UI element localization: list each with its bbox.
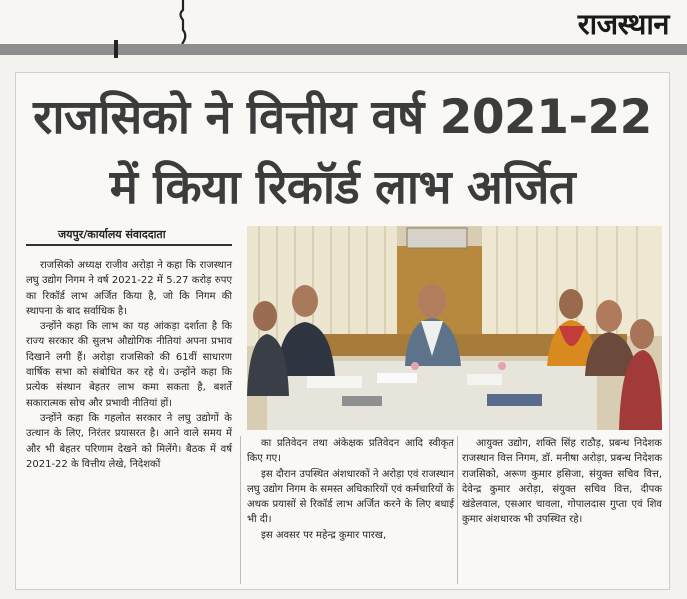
column-divider: [240, 436, 241, 584]
paragraph: उन्होंने कहा कि लाभ का यह आंकड़ा दर्शाता है कि राज्य सरकार की सुलभ औद्योगिक नीतियां अपना प्रभाव दिखाने लगी हैं। अरोड़ा राजसिको की 61वीं साधारण वार्षिक सभा को संबोधित कर रहे थे। उन्होंने कहा कि प्रत्येक संस्थान बेहतर लाभ कमा सकता है, बशर्ते सकारात्मक सोच और प्रभावी नीतियां हों।: [26, 321, 232, 409]
paragraph: इस दौरान उपस्थित अंशधारकों ने अरोड़ा एवं राजस्थान लघु उद्योग निगम के समस्त अधिकारियों एवं कर्मचारियों के अथक प्रयासों से रिकॉर्ड लाभ अर्जित करने के लिए बधाई भी दी।: [247, 468, 454, 526]
paragraph: इस अवसर पर महेन्द्र कुमार पारख,: [261, 529, 387, 541]
meeting-photo-illustration: [247, 226, 662, 430]
section-label: राजस्थान: [577, 7, 669, 41]
paragraph: राजसिको अध्यक्ष राजीव अरोड़ा ने कहा कि राजस्थान लघु उद्योग निगम ने वर्ष 2021-22 में 5.27 करोड़ रुपए का रिकॉर्ड लाभ अर्जित किया है, जो कि निगम की स्थापना के बाद सर्वाधिक है।: [26, 260, 232, 317]
article-column-3: [462, 436, 662, 528]
column-divider: [457, 436, 458, 584]
column-hook-mark: [176, 0, 190, 44]
meeting-photo: [247, 226, 662, 430]
masthead-rule: [0, 44, 687, 55]
paragraph: आयुक्त उद्योग, शक्ति सिंह राठौड़, प्रबन्ध निदेशक राजस्थान वित्त निगम, डॉ. मनीषा अरोड़ा, प्रबन्ध निदेशक राजसिको, अरूण कुमार हसिजा, संयुक्त सचिव वित्त, देवेन्द्र कुमार अरोड़ा, संयुक्त सचिव वित्त, दीपक खंडेलवाल, एसआर चावला, गोपालदास गुप्ता एवं शिव कुमार अंशधारक भी उपस्थित रहे।: [462, 438, 662, 526]
byline: जयपुर/कार्यालय संवाददाता: [58, 228, 166, 241]
byline-rule: [26, 244, 232, 246]
article-column-2: [247, 436, 454, 543]
rule-mark: [114, 40, 118, 58]
paragraph: का प्रतिवेदन तथा अंकेक्षक प्रतिवेदन आदि स्वीकृत किए गए।: [247, 438, 454, 465]
paragraph: उन्होंने कहा कि गहलोत सरकार ने लघु उद्योगों के उत्थान के लिए, निरंतर प्रयासरत है। आने वाले समय में और भी बेहतर परिणाम देखने को मिलेंगे। बैठक में वर्ष 2021-22 के वित्तीय लेखे, निदेशकों: [26, 412, 232, 470]
article-column-1: [26, 258, 232, 472]
headline-line-2: में किया रिकॉर्ड लाभ अर्जित: [109, 160, 576, 215]
headline-line-1: राजसिको ने वित्तीय वर्ष 2021-22: [33, 90, 652, 145]
